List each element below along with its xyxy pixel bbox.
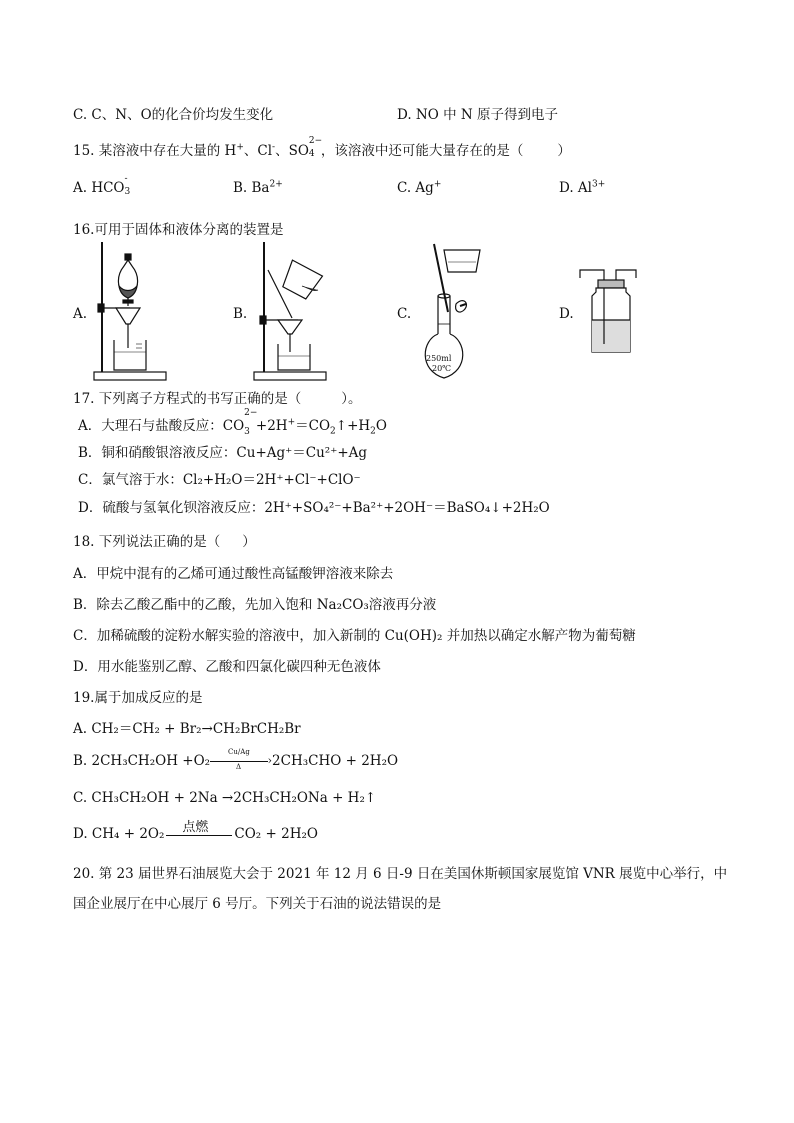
q17-option-b: B．铜和硝酸银溶液反应：Cu+Ag⁺＝Cu²⁺+Ag	[78, 445, 368, 461]
q15-stem: 15. 某溶液中存在大量的 H+、Cl-、SO 2− 4 ，该溶液中还可能大量存在的是（ ）	[73, 136, 571, 159]
q18-stem: 18. 下列说法正确的是（ ）	[73, 534, 256, 550]
q20-stem-line2: 国企业展厅在中心展厅 6 号厅。下列关于石油的说法错误的是	[73, 896, 442, 912]
q15-option-c: C. Ag+	[397, 179, 442, 196]
volumetric-flask-apparatus	[418, 240, 498, 382]
flask-volume-label: 250ml	[426, 354, 452, 363]
gas-washing-bottle	[578, 262, 648, 358]
q18-option-b: B．除去乙酸乙酯中的乙酸，先加入饱和 Na₂CO₃溶液再分液	[73, 597, 437, 613]
q16-label-c: C.	[397, 306, 412, 322]
q16-label-a: A.	[73, 306, 88, 322]
q14-option-d: D. NO 中 N 原子得到电子	[397, 107, 558, 123]
q17-option-d: D．硫酸与氢氧化钡溶液反应：2H⁺+SO₄²⁻+Ba²⁺+2OH⁻＝BaSO₄↓+2H₂O	[78, 500, 550, 516]
separatory-funnel-apparatus	[88, 240, 168, 382]
q16-stem: 16.可用于固体和液体分离的装置是	[73, 222, 284, 238]
q18-option-c: C．加稀硫酸的淀粉水解实验的溶液中，加入新制的 Cu(OH)₂ 并加热以确定水解产物为葡萄糖	[73, 628, 636, 644]
q19-stem: 19.属于加成反应的是	[73, 690, 203, 706]
q15-option-b: B. $Ba^{2+}$	[233, 179, 283, 196]
q19-option-b: B. 2CH₃CH₂OH +O₂ Cu/Ag › Δ 2CH₃CHO + 2H₂O	[73, 747, 399, 771]
q15-option-d: D. $Al^{3+}$	[559, 179, 606, 196]
q16-label-b: B.	[233, 306, 248, 322]
q19-option-a: A. CH₂＝CH₂ + Br₂→CH₂BrCH₂Br	[73, 721, 301, 737]
combustion-arrow: 点燃	[164, 828, 234, 842]
q19-option-c: C. CH₃CH₂OH + 2Na →2CH₃CH₂ONa + H₂↑	[73, 790, 377, 806]
q14-option-c: C. C、N、O的化合价均发生变化	[73, 107, 274, 123]
q19-option-d: D. CH₄ + 2O₂ 点燃 CO₂ + 2H₂O	[73, 819, 318, 842]
q16-label-d: D.	[559, 306, 574, 322]
q17-option-c: C．氯气溶于水：Cl₂+H₂O＝2H⁺+Cl⁻+ClO⁻	[78, 472, 361, 488]
filtration-apparatus	[248, 240, 328, 382]
q17-option-a: A．大理石与盐酸反应：CO $_{2- 3} +2H^+=CO_2↑+H_2O$	[78, 407, 387, 437]
reaction-arrow: Cu/Ag › Δ	[210, 755, 272, 769]
q17-stem: 17. 下列离子方程式的书写正确的是（ ）。	[73, 391, 362, 407]
q18-option-a: A．甲烷中混有的乙烯可通过酸性高锰酸钾溶液来除去	[73, 566, 394, 582]
q18-option-d: D．用水能鉴别乙醇、乙酸和四氯化碳四种无色液体	[73, 659, 381, 675]
q15-option-a: A. HCO - 3	[73, 174, 131, 197]
q20-stem-line1: 20. 第 23 届世界石油展览大会于 2021 年 12 月 6 日-9 日在美国休斯顿国家展览馆 VNR 展览中心举行，中	[73, 866, 728, 882]
flask-temperature-label: 20℃	[432, 364, 452, 373]
